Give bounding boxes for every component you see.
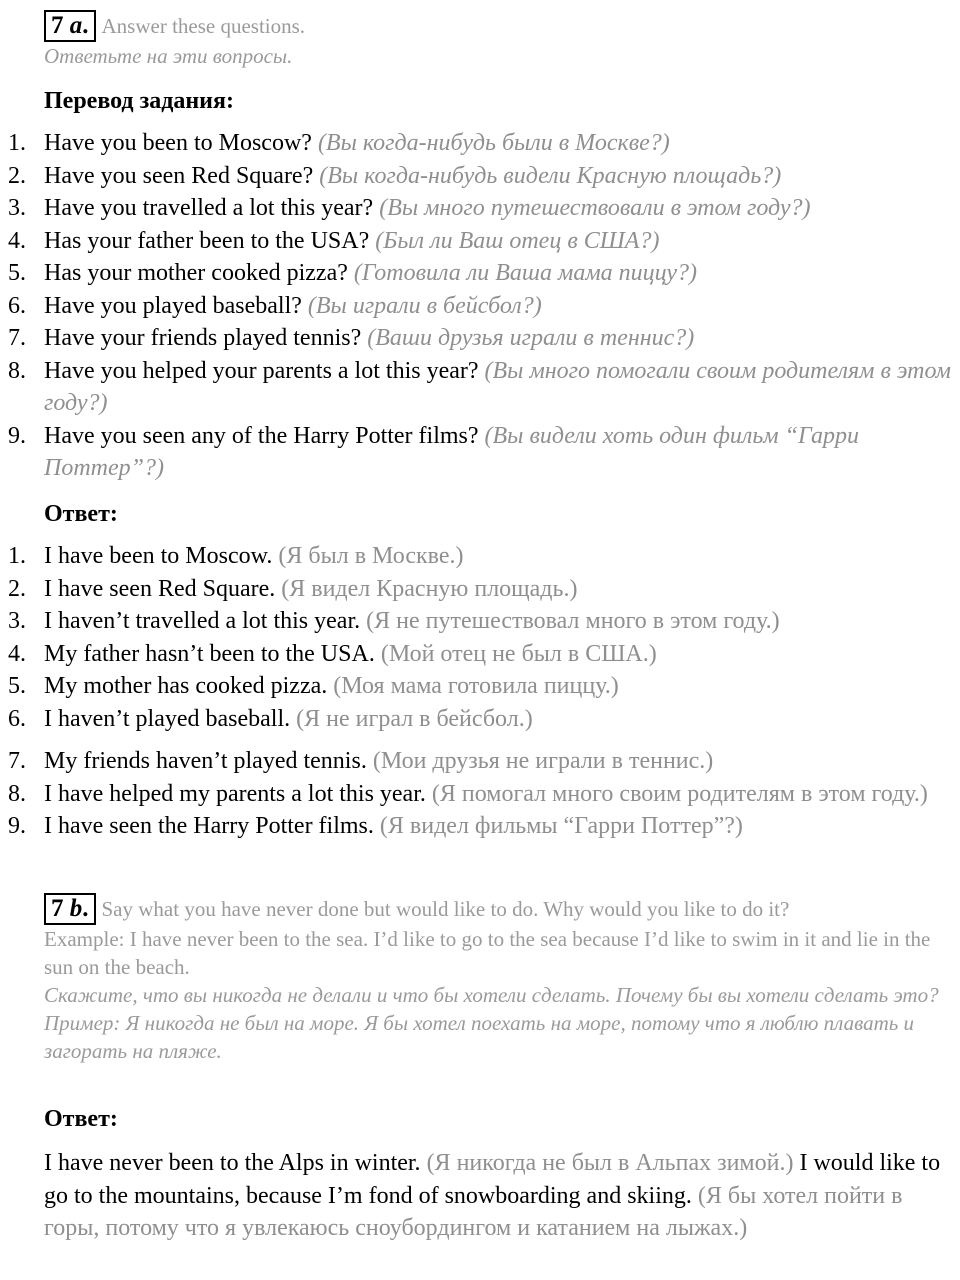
answer-heading-7b: Ответ: [44, 1106, 118, 1132]
answer-en: I have seen Red Square. [44, 575, 276, 602]
question-ru: (Вы играли в бейсбол?) [307, 292, 542, 319]
exercise-7a-header [44, 10, 305, 42]
question-ru: (Был ли Ваш отец в США?) [375, 227, 660, 254]
item-number: 8. [8, 780, 26, 807]
question-ru: (Вы когда-нибудь видели Красную площадь?) [319, 162, 782, 189]
item-number: 3. [8, 608, 26, 634]
answer-en: My mother has cooked pizza. [44, 673, 328, 699]
question-item [0, 225, 955, 258]
item-number: 5. [8, 673, 26, 699]
answer-ru: (Я видел Красную площадь.) [281, 575, 578, 602]
question-item [0, 355, 955, 420]
item-number: 9. [8, 813, 26, 839]
answer-ru: (Мои друзья не играли в теннис.) [372, 748, 714, 774]
item-number: 2. [8, 575, 26, 602]
exercise-7b-example-en: Example: I have never been to the sea. I’d like to go to the sea because I’d like to swim in it and lie in the sun on the beach. [44, 927, 931, 979]
question-item [0, 290, 955, 323]
answer-item [0, 703, 955, 736]
item-number: 7. [8, 325, 26, 351]
answer-en: I have seen the Harry Potter films. [44, 813, 374, 839]
answer-7b-ru-2: (Я бы хотел пойти в горы, потому что я увлекаюсь сноубордингом и катанием на лыжах.) [44, 1182, 903, 1241]
question-ru: (Вы много путешествовали в этом году?) [379, 195, 811, 221]
question-ru: (Вы много помогали своим родителям в этом году?) [44, 357, 951, 416]
item-number: 4. [8, 640, 26, 667]
answer-item [0, 810, 955, 843]
exercise-7a-instruction-en: Answer these questions. [101, 14, 306, 38]
question-item [0, 257, 955, 290]
question-en: Have you been to Moscow? [44, 130, 312, 156]
answer-en: I have helped my parents a lot this year. [44, 780, 426, 807]
answer-item [0, 540, 955, 573]
question-ru: (Ваши друзья играли в теннис?) [367, 325, 695, 351]
answer-en: I haven’t played baseball. [44, 705, 291, 732]
answer-item [0, 745, 955, 778]
answer-7b-ru-1: (Я никогда не был в Альпах зимой.) [426, 1150, 794, 1176]
answer-7b-en-2: I would like to go to the mountains, because I’m fond of snowboarding and skiing. [44, 1150, 941, 1209]
answer-item [0, 573, 955, 606]
answer-en: I haven’t travelled a lot this year. [44, 608, 361, 634]
exercise-7b-instructions [44, 893, 944, 1065]
question-item [0, 322, 955, 355]
question-item [0, 420, 955, 485]
question-en: Have you played baseball? [44, 292, 302, 319]
answer-ru: (Я видел фильмы “Гарри Поттер”?) [379, 813, 743, 839]
answer-ru: (Я помогал много своим родителям в этом году.) [431, 780, 928, 807]
answer-en: My father hasn’t been to the USA. [44, 640, 375, 667]
answer-list [0, 540, 955, 843]
item-number: 2. [8, 162, 26, 189]
answer-en: My friends haven’t played tennis. [44, 748, 367, 774]
question-en: Have you seen any of the Harry Potter films? [44, 422, 479, 449]
question-ru: (Вы видели хоть один фильм “Гарри Поттер”?) [44, 422, 859, 481]
exercise-7b-instruction-ru: Скажите, что вы никогда не делали и что бы хотели сделать. Почему бы вы хотели сделать это? [44, 983, 939, 1007]
exercise-7b-answer [44, 1147, 949, 1245]
answer-ru: (Моя мама готовила пиццу.) [333, 673, 619, 699]
exercise-7b-header [44, 893, 944, 925]
exercise-7b-example-ru: Пример: Я никогда не был на море. Я бы хотел поехать на море, потому что я люблю плавать и загорать на пляже. [44, 1011, 915, 1063]
question-item [0, 192, 955, 225]
answer-item [0, 778, 955, 811]
exercise-7a-instruction-ru: Ответьте на эти вопросы. [44, 44, 293, 68]
translation-heading: Перевод задания: [44, 88, 234, 114]
item-number: 7. [8, 748, 26, 774]
answer-item [0, 670, 955, 703]
item-number: 3. [8, 195, 26, 221]
question-en: Have you travelled a lot this year? [44, 195, 374, 221]
item-number: 6. [8, 705, 26, 732]
item-number: 8. [8, 357, 26, 384]
exercise-7b-instruction-en: Say what you have never done but would like to do. Why would you like to do it? [101, 897, 790, 921]
question-en: Has your mother cooked pizza? [44, 260, 348, 286]
answer-item [0, 605, 955, 638]
answer-ru: (Я не играл в бейсбол.) [296, 705, 533, 732]
item-number: 6. [8, 292, 26, 319]
answer-en: I have been to Moscow. [44, 543, 273, 569]
question-ru: (Готовила ли Ваша мама пиццу?) [353, 260, 698, 286]
answer-ru: (Мой отец не был в США.) [380, 640, 657, 667]
question-list [0, 127, 955, 485]
item-number: 4. [8, 227, 26, 254]
question-en: Have your friends played tennis? [44, 325, 362, 351]
answer-heading-7a: Ответ: [44, 501, 118, 527]
item-number: 9. [8, 422, 26, 449]
question-item [0, 127, 955, 160]
answer-ru: (Я был в Москве.) [278, 543, 464, 569]
question-en: Have you helped your parents a lot this year? [44, 357, 479, 384]
item-number: 1. [8, 130, 26, 156]
exercise-7a-badge: 7 a. [44, 10, 96, 42]
question-item [0, 160, 955, 193]
question-ru: (Вы когда-нибудь были в Москве?) [317, 130, 670, 156]
item-number: 5. [8, 260, 26, 286]
answer-7b-en-1: I have never been to the Alps in winter. [44, 1150, 421, 1176]
answer-item [0, 638, 955, 671]
answer-ru: (Я не путешествовал много в этом году.) [366, 608, 780, 634]
exercise-7b-badge: 7 b. [44, 893, 96, 925]
item-number: 1. [8, 543, 26, 569]
question-en: Have you seen Red Square? [44, 162, 314, 189]
question-en: Has your father been to the USA? [44, 227, 370, 254]
